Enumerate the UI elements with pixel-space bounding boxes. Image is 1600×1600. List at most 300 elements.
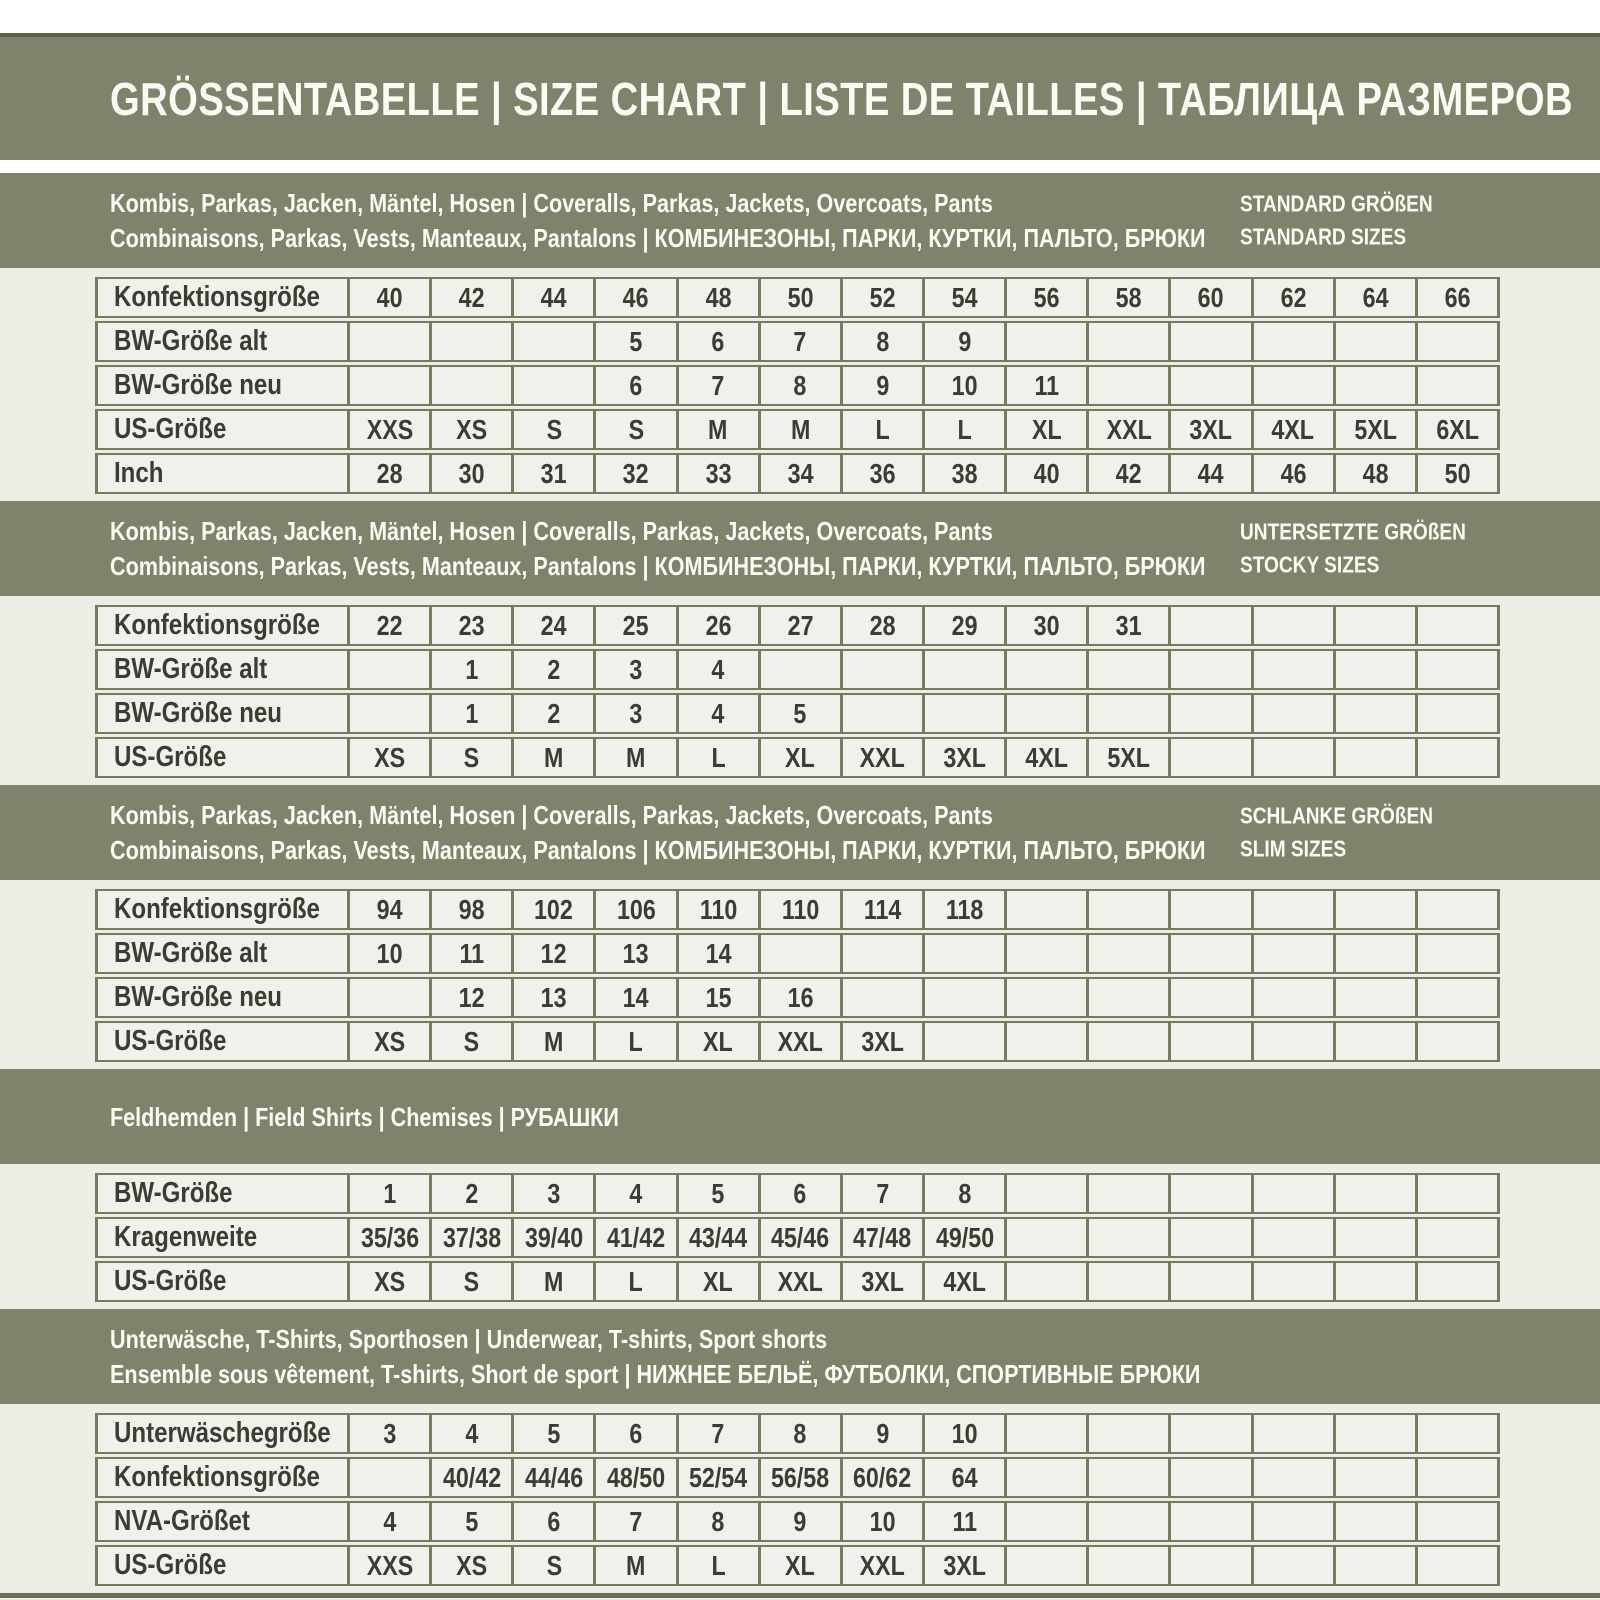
size-value-cell [350, 977, 432, 1018]
size-value: 12 [458, 981, 485, 1013]
size-value: 11 [1034, 369, 1059, 401]
size-value: 37/38 [442, 1221, 501, 1253]
size-value-cell [1007, 1457, 1089, 1498]
size-value-cell [432, 1021, 514, 1062]
row-label: Konfektionsgröße [114, 609, 320, 641]
size-value-cell [1336, 1021, 1418, 1062]
size-value: 2 [547, 697, 561, 729]
size-value-cell [761, 737, 843, 778]
size-value-cell [1171, 409, 1253, 450]
size-value-cell [1007, 889, 1089, 930]
table-row [95, 453, 1500, 494]
size-value: 2 [465, 1177, 479, 1209]
row-label-cell [95, 605, 350, 646]
size-value: 28 [376, 457, 403, 489]
size-value-cell [1171, 1217, 1253, 1258]
size-value-cell [1171, 1457, 1253, 1498]
table-row [95, 1217, 1500, 1258]
size-value: L [957, 413, 972, 445]
size-table [95, 1173, 1500, 1302]
size-value-cell [1007, 737, 1089, 778]
row-label-cell [95, 1217, 350, 1258]
size-value: 47/48 [853, 1221, 912, 1253]
size-value-cell [514, 649, 596, 690]
size-value-cell [432, 321, 514, 362]
size-value-cell [1418, 1261, 1500, 1302]
size-value-cell [596, 1457, 678, 1498]
size-value: M [626, 741, 646, 773]
size-value-cell [1171, 365, 1253, 406]
size-value-cell [1089, 321, 1171, 362]
size-value-cell [514, 1457, 596, 1498]
size-value-cell [596, 977, 678, 1018]
size-value: 9 [958, 325, 972, 357]
size-value-cell [1089, 409, 1171, 450]
row-label: BW-Größe [114, 1177, 233, 1209]
size-value-cell [1254, 1021, 1336, 1062]
size-value: 7 [875, 1177, 889, 1209]
size-value-cell [1254, 889, 1336, 930]
size-value-cell [432, 605, 514, 646]
size-value: S [463, 1025, 480, 1057]
badge-text-line [1240, 221, 1472, 254]
size-value-cell [350, 933, 432, 974]
size-value-cell [1007, 977, 1089, 1018]
page-title [110, 72, 1600, 126]
size-value: XXS [366, 413, 413, 445]
badge-text: STOCKY SIZES [1240, 551, 1380, 578]
size-value-cell [432, 1501, 514, 1542]
size-value-cell [596, 1173, 678, 1214]
size-value-cell [350, 277, 432, 318]
section-header-text-line: Kombis, Parkas, Jacken, Mäntel, Hosen | Coveralls, Parkas, Jackets, Overcoats, Pants [110, 800, 993, 830]
size-value: 4 [711, 653, 725, 685]
size-value: 1 [383, 1177, 397, 1209]
size-value: 1 [465, 653, 479, 685]
size-value-cell [596, 1501, 678, 1542]
size-value: 43/44 [689, 1221, 748, 1253]
size-value-cell [761, 693, 843, 734]
size-value: 39/40 [524, 1221, 583, 1253]
size-value-cell [1089, 605, 1171, 646]
size-value: 110 [699, 893, 737, 925]
size-value-cell [1254, 1457, 1336, 1498]
size-value-cell [596, 737, 678, 778]
size-value-cell [1254, 1173, 1336, 1214]
size-value: XL [785, 1549, 816, 1581]
size-value: 27 [787, 609, 814, 641]
size-value-cell [1418, 277, 1500, 318]
size-value-cell [1336, 693, 1418, 734]
table-row [95, 409, 1500, 450]
size-value-cell [596, 1413, 678, 1454]
row-label-cell [95, 1261, 350, 1302]
size-value: 106 [616, 893, 656, 925]
row-label-cell [95, 889, 350, 930]
size-value: 52 [869, 281, 896, 313]
size-value-cell [1007, 277, 1089, 318]
size-value-cell [1336, 889, 1418, 930]
size-value: XS [456, 1549, 488, 1581]
size-value: 1 [465, 697, 479, 729]
size-value: 50 [787, 281, 814, 313]
size-value-cell [925, 1173, 1007, 1214]
size-value-cell [1418, 1217, 1500, 1258]
size-value: 5 [629, 325, 643, 357]
size-value: 52/54 [689, 1461, 748, 1493]
size-value-cell [1254, 933, 1336, 974]
size-value: 118 [945, 893, 984, 925]
size-value-cell [761, 1261, 843, 1302]
size-value-cell [350, 453, 432, 494]
row-label: BW-Größe alt [114, 937, 268, 969]
size-value-cell [679, 1217, 761, 1258]
size-value-cell [1171, 889, 1253, 930]
size-value-cell [1171, 1021, 1253, 1062]
row-label-cell [95, 737, 350, 778]
size-value-cell [350, 1173, 432, 1214]
size-value-cell [679, 277, 761, 318]
row-label-cell [95, 409, 350, 450]
size-value-cell [514, 453, 596, 494]
size-value-cell [514, 1501, 596, 1542]
size-value-cell [679, 933, 761, 974]
size-value-cell [1336, 365, 1418, 406]
size-value-cell [1336, 933, 1418, 974]
size-value-cell [925, 889, 1007, 930]
row-label-cell [95, 649, 350, 690]
size-value-cell [432, 933, 514, 974]
size-value-cell [514, 277, 596, 318]
section-header-text [110, 1361, 1600, 1387]
section-header-text-line: Kombis, Parkas, Jacken, Mäntel, Hosen | Coveralls, Parkas, Jackets, Overcoats, Pants [110, 516, 993, 546]
badge-text: STANDARD SIZES [1240, 223, 1407, 250]
size-value: 36 [869, 457, 896, 489]
size-value: S [628, 413, 644, 445]
size-value-cell [925, 693, 1007, 734]
size-value: L [711, 1549, 726, 1581]
size-value-cell [1089, 649, 1171, 690]
size-value: L [628, 1265, 644, 1297]
size-value-cell [350, 1261, 432, 1302]
page-title-text: GRÖSSENTABELLE | SIZE CHART | LISTE DE TAILLES | ТАБЛИЦА РАЗМЕРОВ [110, 72, 1573, 125]
section-header [0, 1069, 1600, 1164]
title-banner [0, 33, 1600, 160]
size-value-cell [596, 693, 678, 734]
size-value: 98 [458, 893, 485, 925]
size-value-cell [925, 453, 1007, 494]
size-value-cell [925, 933, 1007, 974]
size-value: L [628, 1025, 644, 1057]
size-value: 46 [623, 281, 649, 313]
size-value: 30 [1033, 609, 1060, 641]
size-value: XXL [777, 1265, 823, 1297]
size-value-cell [596, 605, 678, 646]
size-value-cell [1336, 605, 1418, 646]
size-value-cell [514, 1413, 596, 1454]
size-value-cell [1254, 649, 1336, 690]
size-value-cell [761, 1021, 843, 1062]
size-value-cell [679, 409, 761, 450]
section-header-text [110, 1326, 1600, 1352]
table-row [95, 1021, 1500, 1062]
row-label-cell [95, 1501, 350, 1542]
size-value: 22 [376, 609, 403, 641]
size-table [95, 1413, 1500, 1586]
size-value-cell [350, 409, 432, 450]
size-value-cell [1171, 977, 1253, 1018]
row-label: Konfektionsgröße [114, 1461, 320, 1493]
size-value-cell [1336, 737, 1418, 778]
size-value: 5 [465, 1505, 479, 1537]
size-value-cell [843, 933, 925, 974]
row-label: Konfektionsgröße [114, 281, 320, 313]
size-value-cell [843, 605, 925, 646]
size-value-cell [925, 409, 1007, 450]
section-header [0, 1309, 1600, 1404]
size-value: 50 [1444, 457, 1471, 489]
size-value: 3XL [943, 741, 986, 773]
size-value-cell [1171, 1413, 1253, 1454]
size-value-cell [843, 1261, 925, 1302]
size-value: L [711, 741, 726, 773]
size-value: 3XL [861, 1265, 904, 1297]
size-value-cell [350, 889, 432, 930]
size-value: M [544, 1025, 564, 1057]
size-value: 16 [787, 981, 814, 1013]
size-value: 40 [376, 281, 403, 313]
size-value-cell [1089, 889, 1171, 930]
size-value-cell [679, 1457, 761, 1498]
size-value-cell [596, 321, 678, 362]
size-value-cell [1418, 649, 1500, 690]
size-value-cell [925, 1457, 1007, 1498]
size-value: 31 [1115, 609, 1142, 641]
size-value-cell [432, 277, 514, 318]
size-value-cell [514, 1545, 596, 1586]
size-value: 5 [547, 1417, 561, 1449]
section-header [0, 785, 1600, 880]
size-value-cell [925, 365, 1007, 406]
size-value: S [546, 1549, 562, 1581]
size-value-cell [1418, 1457, 1500, 1498]
size-value-cell [596, 1545, 678, 1586]
size-value-cell [1007, 1173, 1089, 1214]
size-value: 66 [1444, 281, 1471, 313]
size-value-cell [1007, 1545, 1089, 1586]
size-value-cell [514, 605, 596, 646]
size-value: 94 [376, 893, 403, 925]
badge-text-line [1240, 187, 1472, 220]
size-value: S [463, 1265, 480, 1297]
title-gap [0, 160, 1600, 173]
size-value-cell [761, 277, 843, 318]
table-row [95, 605, 1500, 646]
size-value-cell [1418, 1413, 1500, 1454]
size-value-cell [925, 1501, 1007, 1542]
size-value-cell [1418, 453, 1500, 494]
section-size-type-badge [1240, 515, 1512, 582]
size-value: 48/50 [606, 1461, 666, 1493]
size-value-cell [432, 1545, 514, 1586]
size-value-cell [1336, 1545, 1418, 1586]
row-label-cell [95, 977, 350, 1018]
row-label-cell [95, 1413, 350, 1454]
row-label-cell [95, 693, 350, 734]
size-value: 102 [534, 893, 574, 925]
size-value-cell [761, 1217, 843, 1258]
table-row [95, 1545, 1500, 1586]
size-value-cell [843, 1217, 925, 1258]
size-value: S [463, 741, 480, 773]
size-value-cell [432, 453, 514, 494]
size-value-cell [432, 1173, 514, 1214]
size-value-cell [1254, 737, 1336, 778]
size-value: XXL [777, 1025, 823, 1057]
size-value-cell [925, 277, 1007, 318]
size-value-cell [1171, 1173, 1253, 1214]
size-value: 8 [793, 1417, 807, 1449]
size-value: XXS [366, 1549, 413, 1581]
size-value-cell [843, 1021, 925, 1062]
size-value: 10 [951, 369, 978, 401]
size-value: 3XL [943, 1549, 986, 1581]
table-row [95, 649, 1500, 690]
badge-text: UNTERSETZTE GRÖßEN [1240, 518, 1466, 545]
size-value-cell [1007, 453, 1089, 494]
size-value-cell [514, 693, 596, 734]
size-value-cell [1254, 321, 1336, 362]
size-value-cell [596, 889, 678, 930]
size-value-cell [761, 889, 843, 930]
section-size-type-badge [1240, 799, 1473, 866]
table-row [95, 693, 1500, 734]
size-value-cell [596, 1217, 678, 1258]
size-value: XS [374, 741, 406, 773]
size-value: 5 [711, 1177, 725, 1209]
size-value: 44/46 [524, 1461, 583, 1493]
size-value: 4 [465, 1417, 479, 1449]
size-value-cell [1089, 977, 1171, 1018]
size-value-cell [1336, 1217, 1418, 1258]
row-label: BW-Größe neu [114, 981, 282, 1013]
size-value: 29 [951, 609, 978, 641]
size-value: XXL [859, 741, 906, 773]
size-value-cell [432, 693, 514, 734]
size-value: 56/58 [771, 1461, 830, 1493]
table-row [95, 737, 1500, 778]
size-value-cell [679, 365, 761, 406]
size-value: 114 [863, 893, 902, 925]
size-value-cell [761, 409, 843, 450]
size-value: XS [374, 1025, 406, 1057]
size-value: M [544, 1265, 564, 1297]
size-value-cell [1171, 321, 1253, 362]
row-label-cell [95, 321, 350, 362]
row-label-cell [95, 453, 350, 494]
size-value-cell [679, 1261, 761, 1302]
table-row [95, 365, 1500, 406]
badge-text: SLIM SIZES [1240, 835, 1347, 862]
size-value: 9 [875, 369, 889, 401]
size-value-cell [843, 453, 925, 494]
size-value-cell [1418, 693, 1500, 734]
size-value: 8 [711, 1505, 725, 1537]
size-value-cell [432, 1457, 514, 1498]
size-value-cell [596, 933, 678, 974]
badge-text-line [1240, 515, 1512, 548]
size-value: 60 [1198, 281, 1224, 313]
size-value-cell [843, 693, 925, 734]
size-value-cell [679, 321, 761, 362]
row-label: BW-Größe alt [114, 653, 268, 685]
size-value-cell [1089, 277, 1171, 318]
size-value: M [626, 1549, 646, 1581]
size-value: 8 [875, 325, 889, 357]
row-label: Unterwäschegröße [114, 1417, 331, 1449]
row-label-cell [95, 277, 350, 318]
size-value-cell [1254, 693, 1336, 734]
section-header-text-line: Combinaisons, Parkas, Vests, Manteaux, Pantalons | КОМБИНЕЗОНЫ, ПАРКИ, КУРТКИ, ПАЛЬТО, БРЮКИ [110, 835, 1206, 865]
size-value-cell [1336, 1501, 1418, 1542]
size-value-cell [1254, 409, 1336, 450]
size-value: 4XL [1271, 413, 1315, 445]
size-value-cell [1007, 605, 1089, 646]
size-value-cell [679, 737, 761, 778]
table-row [95, 277, 1500, 318]
size-value-cell [1336, 277, 1418, 318]
size-value-cell [1254, 453, 1336, 494]
badge-text-line [1240, 833, 1473, 866]
size-value: 10 [376, 937, 403, 969]
size-value: XS [456, 413, 488, 445]
row-label-cell [95, 1173, 350, 1214]
size-value: 40/42 [442, 1461, 501, 1493]
size-value-cell [1089, 1173, 1171, 1214]
size-value: 3XL [861, 1025, 904, 1057]
row-label: BW-Größe neu [114, 697, 282, 729]
size-value: L [875, 413, 890, 445]
size-value-cell [679, 1021, 761, 1062]
size-value-cell [596, 365, 678, 406]
size-value-cell [761, 1457, 843, 1498]
size-value-cell [1418, 977, 1500, 1018]
size-value: 5XL [1107, 741, 1151, 773]
size-value-cell [514, 409, 596, 450]
section-header-text-line: Unterwäsche, T-Shirts, Sporthosen | Underwear, T-shirts, Sport shorts [110, 1324, 828, 1354]
size-value-cell [1418, 321, 1500, 362]
size-value-cell [432, 737, 514, 778]
size-value-cell [1089, 1021, 1171, 1062]
size-value-cell [432, 889, 514, 930]
size-value-cell [679, 1501, 761, 1542]
size-value-cell [1254, 977, 1336, 1018]
size-value-cell [761, 321, 843, 362]
table-row [95, 1457, 1500, 1498]
size-value-cell [1171, 737, 1253, 778]
size-value-cell [514, 889, 596, 930]
size-value-cell [596, 277, 678, 318]
size-value-cell [843, 365, 925, 406]
size-value-cell [1254, 277, 1336, 318]
size-value-cell [1254, 1413, 1336, 1454]
size-value: 9 [875, 1417, 889, 1449]
size-value-cell [350, 321, 432, 362]
table-bottom-rule [0, 1593, 1600, 1598]
size-value: XXL [859, 1549, 906, 1581]
size-value: 110 [781, 893, 820, 925]
size-value-cell [596, 1261, 678, 1302]
